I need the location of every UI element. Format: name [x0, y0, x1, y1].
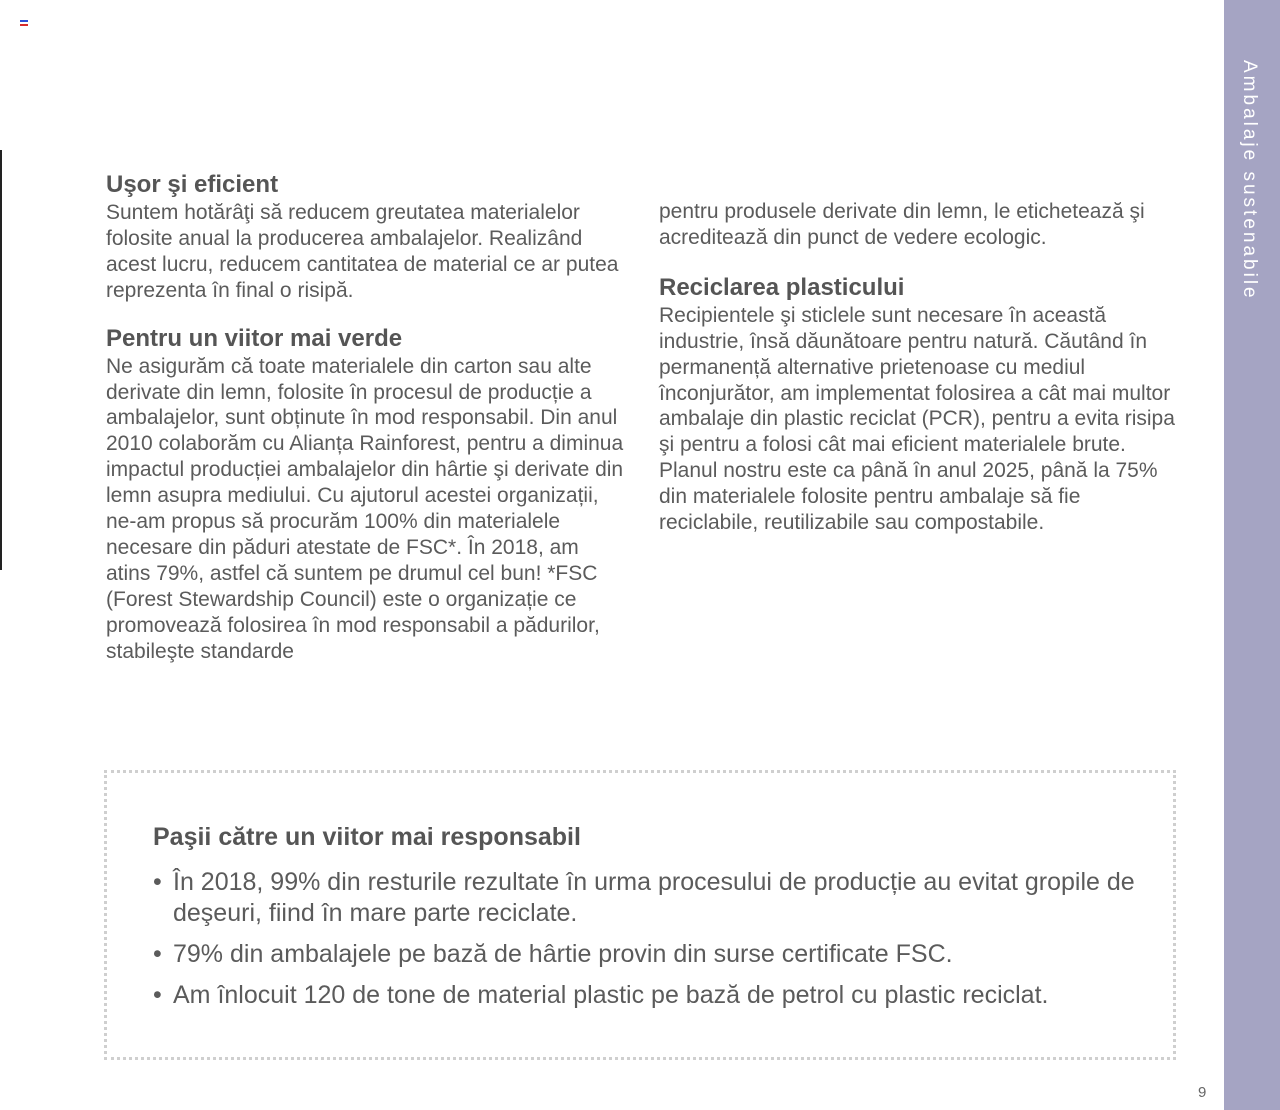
section-title-viitor: Pentru un viitor mai verde — [106, 324, 403, 352]
section-title-reciclare: Reciclarea plasticului — [659, 273, 905, 301]
steps-box — [104, 770, 1176, 1060]
steps-title: Paşii către un viitor mai responsabil — [153, 823, 581, 851]
section-text-viitor-continuation: pentru produsele derivate din lemn, le etichetează şi acreditează din punct de vedere ecologic. — [659, 200, 1145, 249]
left-edge-line — [0, 150, 2, 570]
left-column — [106, 170, 626, 685]
section-text-usor: Suntem hotărâţi să reducem greutatea materialelor folosite anual la producerea ambalajelor. Realizând acest lucru, reducem cantitatea de material ce ar putea reprezenta în final o risipă. — [106, 201, 619, 302]
page-number: 9 — [1198, 1084, 1207, 1101]
list-item — [153, 980, 1153, 1011]
steps-list — [153, 867, 1153, 1021]
sidebar — [1224, 0, 1280, 1110]
section-title-usor: Uşor şi eficient — [106, 171, 279, 198]
bullet-icon: • — [153, 940, 162, 968]
sidebar-label: Ambalaje sustenabile — [1239, 60, 1260, 301]
list-item-text: 79% din ambalajele pe bază de hârtie provin din surse certificate FSC. — [173, 940, 953, 968]
list-item — [153, 867, 1153, 929]
bullet-icon: • — [153, 868, 162, 896]
right-column — [659, 199, 1179, 556]
list-item-text: Am înlocuit 120 de tone de material plastic pe bază de petrol cu plastic reciclat. — [173, 981, 1049, 1009]
section-text-reciclare: Recipientele şi sticlele sunt necesare în această industrie, însă dăunătoare pentru natură. Căutând în permanență alternative prietenoase cu mediul înconjurător, am implementat folosirea a cât mai multor ambalaje din plastic reciclat (PCR), pentru a evita risipa şi pentru a folosi cât mai eficient materialele brute. Planul nostru este ca până în anul 2025, până la 75% din materialele folosite pentru ambalaje să fie reciclabile, reutilizabile sau compostabile. — [659, 303, 1175, 535]
list-item-text: În 2018, 99% din resturile rezultate în urma procesului de producție au evitat gropile de deşeuri, fiind în mare parte reciclate. — [173, 868, 1135, 927]
list-item — [153, 939, 1153, 970]
corner-color-mark — [20, 20, 28, 28]
section-text-viitor: Ne asigurăm că toate materialele din carton sau alte derivate din lemn, folosite în procesul de producție a ambalajelor, sunt obținute în mod responsabil. Din anul 2010 colaborăm cu Alianța Rainforest, pentru a diminua impactul producției ambalajelor din hârtie şi derivate din lemn asupra mediului. Cu ajutorul acestei organizații, ne-am propus să procurăm 100% din materialele necesare din păduri atestate de FSC*. În 2018, am atins 79%, astfel că suntem pe drumul cel bun! *FSC (Forest Stewardship Council) este o organizație ce promovează folosirea în mod responsabil a pădurilor, stabileşte standarde — [106, 354, 624, 663]
bullet-icon: • — [153, 981, 162, 1009]
